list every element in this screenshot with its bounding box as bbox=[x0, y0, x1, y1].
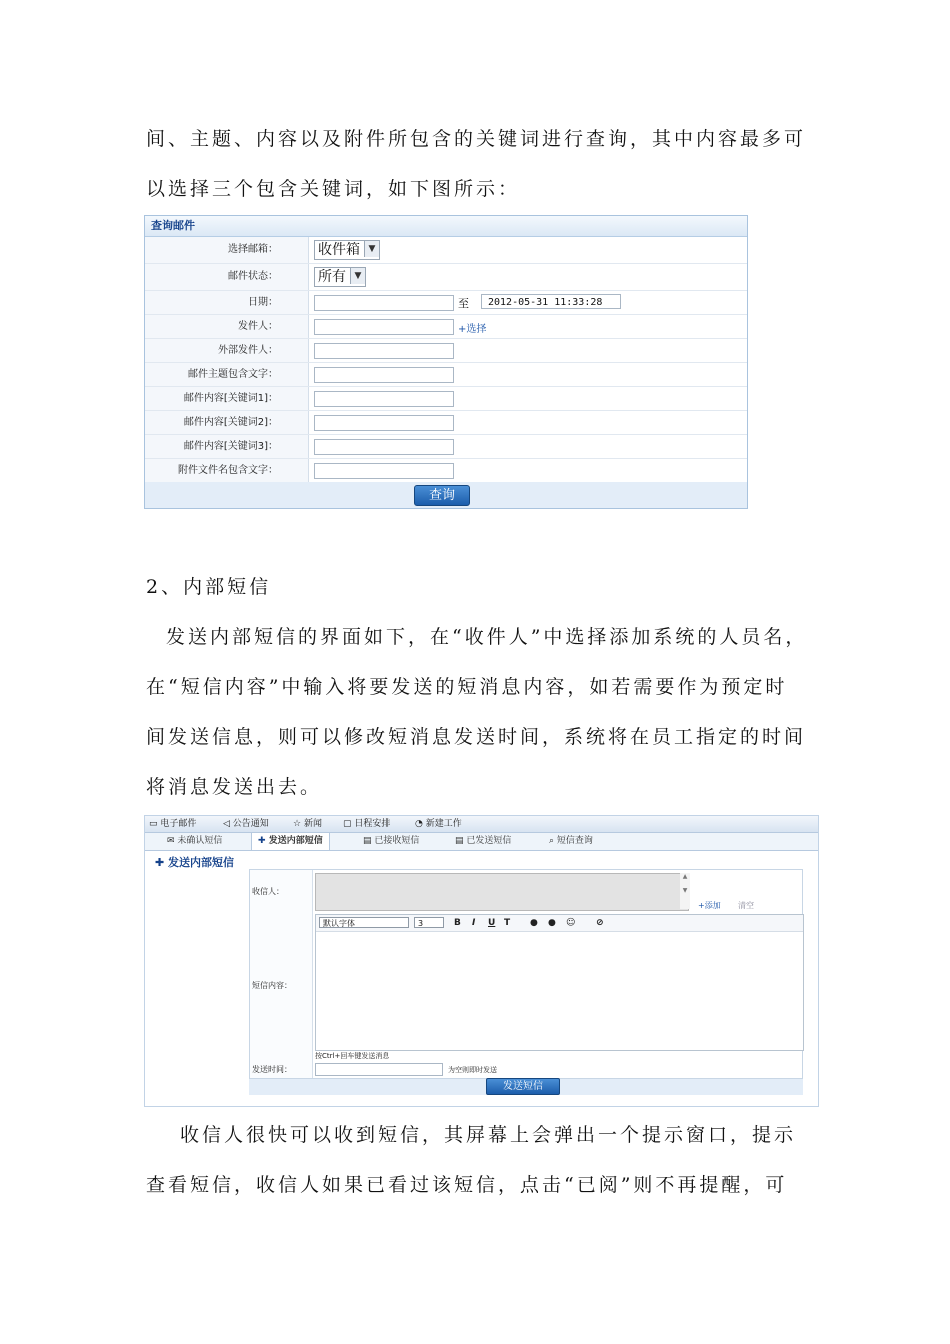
paragraph-line: 收信人很快可以收到短信，其屏幕上会弹出一个提示窗口，提示 bbox=[180, 1124, 797, 1146]
mailbox-select[interactable] bbox=[314, 240, 380, 260]
form-row bbox=[145, 435, 747, 459]
nav-news[interactable]: ☆ 新闻 bbox=[293, 819, 322, 829]
paragraph-line: 间、主题、内容以及附件所包含的关键词进行查询，其中内容最多可 bbox=[146, 128, 807, 150]
bold-icon[interactable]: B bbox=[454, 918, 461, 928]
time-hint: 为空则即时发送 bbox=[448, 1066, 497, 1074]
external-sender-input[interactable] bbox=[314, 343, 454, 359]
search-mail-form bbox=[144, 215, 748, 509]
label-column bbox=[250, 870, 313, 1078]
form-row bbox=[145, 291, 747, 315]
nav-new-work[interactable]: ◔ 新建工作 bbox=[415, 819, 462, 829]
chevron-down-icon: ▼ bbox=[364, 241, 379, 257]
paragraph-line: 在“短信内容”中输入将要发送的短消息内容，如若需要作为预定时 bbox=[146, 676, 788, 698]
nav-email[interactable]: ▭ 电子邮件 bbox=[149, 819, 197, 829]
form-row bbox=[145, 339, 747, 363]
nav-notice[interactable]: ◁ 公告通知 bbox=[223, 819, 269, 829]
receiver-label: 收信人： bbox=[252, 887, 284, 896]
clear-receiver-link[interactable]: 清空 bbox=[738, 901, 754, 910]
font-select[interactable]: 默认字体 bbox=[319, 917, 409, 928]
mailbox-value: 收件箱 bbox=[318, 242, 360, 258]
status-select[interactable] bbox=[314, 267, 366, 287]
form-row bbox=[145, 264, 747, 291]
date-to-label: 至 bbox=[458, 297, 469, 310]
paragraph-line: 间发送信息，则可以修改短消息发送时间，系统将在员工指定的时间 bbox=[146, 726, 807, 748]
subject-input[interactable] bbox=[314, 367, 454, 383]
editor-toolbar bbox=[316, 915, 803, 932]
select-sender-link[interactable]: +选择 bbox=[458, 324, 487, 335]
image2-icon[interactable]: ● bbox=[548, 918, 556, 928]
emoticon-icon[interactable]: ☺ bbox=[566, 918, 576, 928]
nav-schedule[interactable]: ▢ 日程安排 bbox=[343, 819, 391, 829]
paragraph-line: 查看短信，收信人如果已看过该短信，点击“已阅”则不再提醒，可 bbox=[146, 1174, 788, 1196]
image-icon[interactable]: ● bbox=[530, 918, 538, 928]
field-label: 邮件主题包含文字： bbox=[145, 363, 309, 386]
content-label: 短信内容： bbox=[252, 981, 292, 990]
tab-unconfirmed-sms[interactable]: ✉ 未确认短信 bbox=[167, 836, 223, 846]
send-hint: 按Ctrl+回车键发送消息 bbox=[315, 1052, 390, 1060]
receiver-box[interactable] bbox=[315, 873, 689, 911]
field-label: 邮件内容[关键词3]： bbox=[145, 435, 309, 458]
field-label: 附件文件名包含文字： bbox=[145, 459, 309, 482]
sender-input[interactable] bbox=[314, 319, 454, 335]
form-header: 查询邮件 bbox=[145, 216, 747, 237]
attachment-name-input[interactable] bbox=[314, 463, 454, 479]
paragraph-line: 以选择三个包含关键词，如下图所示： bbox=[146, 178, 521, 200]
tab-send-sms[interactable]: ✚ 发送内部短信 bbox=[251, 832, 330, 850]
tab-sms-search[interactable]: ⌕ 短信查询 bbox=[549, 836, 593, 846]
text-color-icon[interactable]: T bbox=[504, 918, 511, 928]
form-row bbox=[145, 237, 747, 264]
keyword2-input[interactable] bbox=[314, 415, 454, 431]
field-label: 选择邮箱： bbox=[145, 237, 309, 263]
send-sms-screen bbox=[144, 815, 819, 1107]
form-footer bbox=[145, 482, 747, 508]
time-label: 发送时间： bbox=[252, 1065, 292, 1074]
form-row bbox=[145, 411, 747, 435]
underline-icon[interactable]: U bbox=[488, 918, 496, 928]
date-start-input[interactable] bbox=[314, 295, 454, 311]
form-row bbox=[145, 459, 747, 483]
top-nav-bar bbox=[145, 816, 818, 833]
italic-icon[interactable]: I bbox=[472, 918, 476, 928]
section-heading: 2、内部短信 bbox=[146, 576, 272, 598]
sms-form bbox=[249, 869, 803, 1079]
content-editor[interactable] bbox=[315, 914, 804, 1051]
tab-sent-sms[interactable]: ▤ 已发送短信 bbox=[455, 836, 512, 846]
size-select[interactable]: 3 bbox=[414, 917, 444, 928]
query-button[interactable]: 查询 bbox=[414, 485, 470, 506]
date-end-input[interactable]: 2012-05-31 11:33:28 bbox=[481, 294, 621, 309]
field-label: 日期： bbox=[145, 291, 309, 314]
tab-received-sms[interactable]: ▤ 已接收短信 bbox=[363, 836, 420, 846]
tab-bar bbox=[145, 833, 818, 851]
field-label: 邮件状态： bbox=[145, 264, 309, 290]
paragraph-line: 发送内部短信的界面如下，在“收件人”中选择添加系统的人员名， bbox=[166, 626, 808, 648]
field-label: 外部发件人： bbox=[145, 339, 309, 362]
keyword3-input[interactable] bbox=[314, 439, 454, 455]
scrollbar[interactable]: ▲ ▼ bbox=[680, 873, 690, 909]
send-time-input[interactable] bbox=[315, 1063, 443, 1076]
field-label: 邮件内容[关键词1]： bbox=[145, 387, 309, 410]
keyword1-input[interactable] bbox=[314, 391, 454, 407]
eraser-icon[interactable]: ⊘ bbox=[596, 918, 604, 928]
chevron-down-icon: ▼ bbox=[350, 268, 365, 284]
page-title: ✚ 发送内部短信 bbox=[155, 856, 235, 869]
form-row bbox=[145, 315, 747, 339]
send-sms-button[interactable]: 发送短信 bbox=[486, 1078, 560, 1095]
form-row bbox=[145, 387, 747, 411]
field-label: 发件人： bbox=[145, 315, 309, 338]
paragraph-line: 将消息发送出去。 bbox=[146, 776, 323, 798]
form-row bbox=[145, 363, 747, 387]
status-value: 所有 bbox=[318, 269, 346, 285]
add-receiver-link[interactable]: +添加 bbox=[698, 901, 721, 910]
field-label: 邮件内容[关键词2]： bbox=[145, 411, 309, 434]
